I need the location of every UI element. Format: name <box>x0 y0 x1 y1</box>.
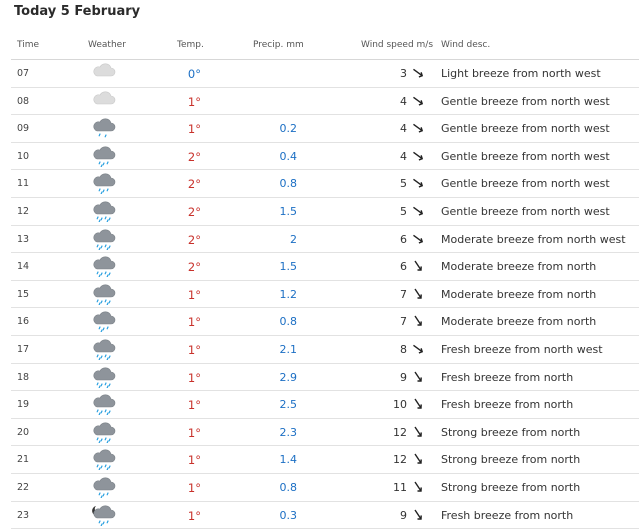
temp-cell: 1° <box>187 94 201 109</box>
wind-speed-cell: 9 <box>400 508 407 522</box>
wind-desc-cell: Strong breeze from north <box>441 453 581 467</box>
wind-direction-arrow-icon <box>411 508 425 522</box>
table-row <box>11 419 639 447</box>
wind-speed-cell: 7 <box>400 315 407 329</box>
wind-direction-arrow-icon <box>411 370 425 384</box>
time-cell: 16 <box>17 316 30 328</box>
table-row <box>11 391 639 419</box>
table-row <box>11 253 639 281</box>
time-cell: 10 <box>17 150 30 162</box>
wind-speed-cell: 4 <box>400 149 407 163</box>
wind-desc-cell: Fresh breeze from north <box>441 398 574 412</box>
cloud-heavy-rain-icon <box>90 393 118 415</box>
table-header <box>11 33 639 60</box>
wind-desc-cell: Moderate breeze from north <box>441 260 597 274</box>
wind-desc-cell: Moderate breeze from north west <box>441 232 626 246</box>
temp-cell: 1° <box>187 453 201 468</box>
temp-cell: 2° <box>187 204 201 219</box>
header-temp: Temp. <box>177 40 204 50</box>
temp-cell: 1° <box>187 508 201 523</box>
wind-speed-cell: 6 <box>400 260 407 274</box>
time-cell: 20 <box>17 426 30 438</box>
time-cell: 15 <box>17 288 30 300</box>
precip-cell: 2.1 <box>279 342 297 356</box>
temp-cell: 1° <box>187 122 201 137</box>
temp-cell: 2° <box>187 177 201 192</box>
table-row <box>11 364 639 392</box>
wind-desc-cell: Fresh breeze from north west <box>441 342 603 356</box>
temp-cell: 1° <box>187 315 201 330</box>
cloud-icon <box>90 62 118 84</box>
wind-speed-cell: 4 <box>400 94 407 108</box>
wind-speed-cell: 7 <box>400 287 407 301</box>
table-row <box>11 88 639 116</box>
precip-cell: 2.9 <box>279 370 297 384</box>
table-row <box>11 115 639 143</box>
precip-cell: 1.4 <box>279 453 297 467</box>
wind-direction-arrow-icon <box>411 176 425 190</box>
wind-speed-cell: 5 <box>400 204 407 218</box>
wind-direction-arrow-icon <box>411 149 425 163</box>
time-cell: 11 <box>17 178 30 190</box>
precip-cell: 1.2 <box>279 287 297 301</box>
wind-speed-cell: 6 <box>400 232 407 246</box>
temp-cell: 1° <box>187 287 201 302</box>
wind-speed-cell: 3 <box>400 67 407 80</box>
precip-cell: 0.2 <box>279 122 297 136</box>
wind-direction-arrow-icon <box>411 259 425 273</box>
table-row <box>11 60 639 88</box>
temp-cell: 1° <box>187 425 201 440</box>
precip-cell: 0.8 <box>279 480 297 494</box>
wind-desc-cell: Gentle breeze from north west <box>441 149 610 163</box>
time-cell: 08 <box>17 95 30 107</box>
precip-cell: 2.3 <box>279 425 297 439</box>
precip-cell: 0.4 <box>279 149 297 163</box>
time-cell: 21 <box>17 454 30 466</box>
wind-direction-arrow-icon <box>411 452 425 466</box>
header-time: Time <box>17 40 40 50</box>
cloud-heavy-rain-icon <box>90 283 118 305</box>
table-row <box>11 336 639 364</box>
precip-cell: 2.5 <box>279 398 297 412</box>
wind-direction-arrow-icon <box>411 397 425 411</box>
table-row <box>11 474 639 502</box>
time-cell: 09 <box>17 123 30 135</box>
temp-cell: 2° <box>187 149 201 164</box>
wind-direction-arrow-icon <box>411 342 425 356</box>
cloud-heavy-rain-icon <box>90 448 118 470</box>
temp-cell: 1° <box>187 342 201 357</box>
wind-desc-cell: Moderate breeze from north <box>441 315 597 329</box>
cloud-heavy-rain-icon <box>90 338 118 360</box>
wind-direction-arrow-icon <box>411 94 425 108</box>
temp-cell: 0° <box>187 67 201 81</box>
header-wind-desc: Wind desc. <box>441 40 491 50</box>
wind-desc-cell: Gentle breeze from north west <box>441 204 610 218</box>
page-title: Today 5 February <box>14 4 141 19</box>
wind-direction-arrow-icon <box>411 66 425 80</box>
temp-cell: 2° <box>187 232 201 247</box>
temp-cell: 1° <box>187 480 201 495</box>
table-row <box>11 502 639 530</box>
table-row <box>11 308 639 336</box>
wind-desc-cell: Moderate breeze from north <box>441 287 597 301</box>
wind-desc-cell: Fresh breeze from north <box>441 508 574 522</box>
table-row <box>11 170 639 198</box>
cloud-heavy-rain-icon <box>90 228 118 250</box>
table-row <box>11 226 639 254</box>
precip-cell: 1.5 <box>279 260 297 274</box>
wind-speed-cell: 4 <box>400 122 407 136</box>
table-row <box>11 446 639 474</box>
precip-cell: 0.8 <box>279 177 297 191</box>
wind-desc-cell: Fresh breeze from north <box>441 370 574 384</box>
wind-desc-cell: Strong breeze from north <box>441 480 581 494</box>
wind-speed-cell: 9 <box>400 370 407 384</box>
time-cell: 12 <box>17 205 30 217</box>
cloud-heavy-rain-icon <box>90 200 118 222</box>
cloud-heavy-rain-icon <box>90 421 118 443</box>
wind-desc-cell: Gentle breeze from north west <box>441 122 610 136</box>
wind-speed-cell: 12 <box>393 453 407 467</box>
table-row <box>11 143 639 171</box>
wind-speed-cell: 10 <box>393 398 407 412</box>
time-cell: 13 <box>17 233 30 245</box>
cloud-light-rain-icon <box>90 117 118 139</box>
forecast-table <box>11 33 639 529</box>
time-cell: 19 <box>17 399 30 411</box>
moon-cloud-rain-icon <box>90 504 118 526</box>
cloud-rain-icon <box>90 145 118 167</box>
cloud-heavy-rain-icon <box>90 255 118 277</box>
wind-direction-arrow-icon <box>411 121 425 135</box>
header-precip: Precip. mm <box>253 40 304 50</box>
wind-desc-cell: Strong breeze from north <box>441 425 581 439</box>
wind-direction-arrow-icon <box>411 232 425 246</box>
cloud-rain-icon <box>90 476 118 498</box>
time-cell: 17 <box>17 343 30 355</box>
time-cell: 07 <box>17 68 30 79</box>
wind-desc-cell: Gentle breeze from north west <box>441 177 610 191</box>
time-cell: 23 <box>17 509 30 521</box>
wind-direction-arrow-icon <box>411 425 425 439</box>
time-cell: 22 <box>17 481 30 493</box>
time-cell: 14 <box>17 261 30 273</box>
cloud-rain-icon <box>90 310 118 332</box>
precip-cell: 0.3 <box>279 508 297 522</box>
wind-direction-arrow-icon <box>411 204 425 218</box>
time-cell: 18 <box>17 371 30 383</box>
temp-cell: 2° <box>187 260 201 275</box>
wind-direction-arrow-icon <box>411 314 425 328</box>
precip-cell: 1.5 <box>279 204 297 218</box>
temp-cell: 1° <box>187 370 201 385</box>
cloud-icon <box>90 90 118 112</box>
header-weather: Weather <box>88 40 126 50</box>
cloud-heavy-rain-icon <box>90 366 118 388</box>
wind-desc-cell: Light breeze from north west <box>441 67 601 80</box>
wind-speed-cell: 5 <box>400 177 407 191</box>
wind-speed-cell: 11 <box>393 480 407 494</box>
wind-direction-arrow-icon <box>411 287 425 301</box>
cloud-rain-icon <box>90 172 118 194</box>
wind-desc-cell: Gentle breeze from north west <box>441 94 610 108</box>
wind-speed-cell: 8 <box>400 342 407 356</box>
header-wind-speed: Wind speed m/s <box>361 40 434 50</box>
wind-direction-arrow-icon <box>411 480 425 494</box>
forecast-rows <box>11 60 639 529</box>
precip-cell: 2 <box>290 232 297 246</box>
temp-cell: 1° <box>187 398 201 413</box>
table-row <box>11 198 639 226</box>
table-row <box>11 281 639 309</box>
wind-speed-cell: 12 <box>393 425 407 439</box>
precip-cell: 0.8 <box>279 315 297 329</box>
